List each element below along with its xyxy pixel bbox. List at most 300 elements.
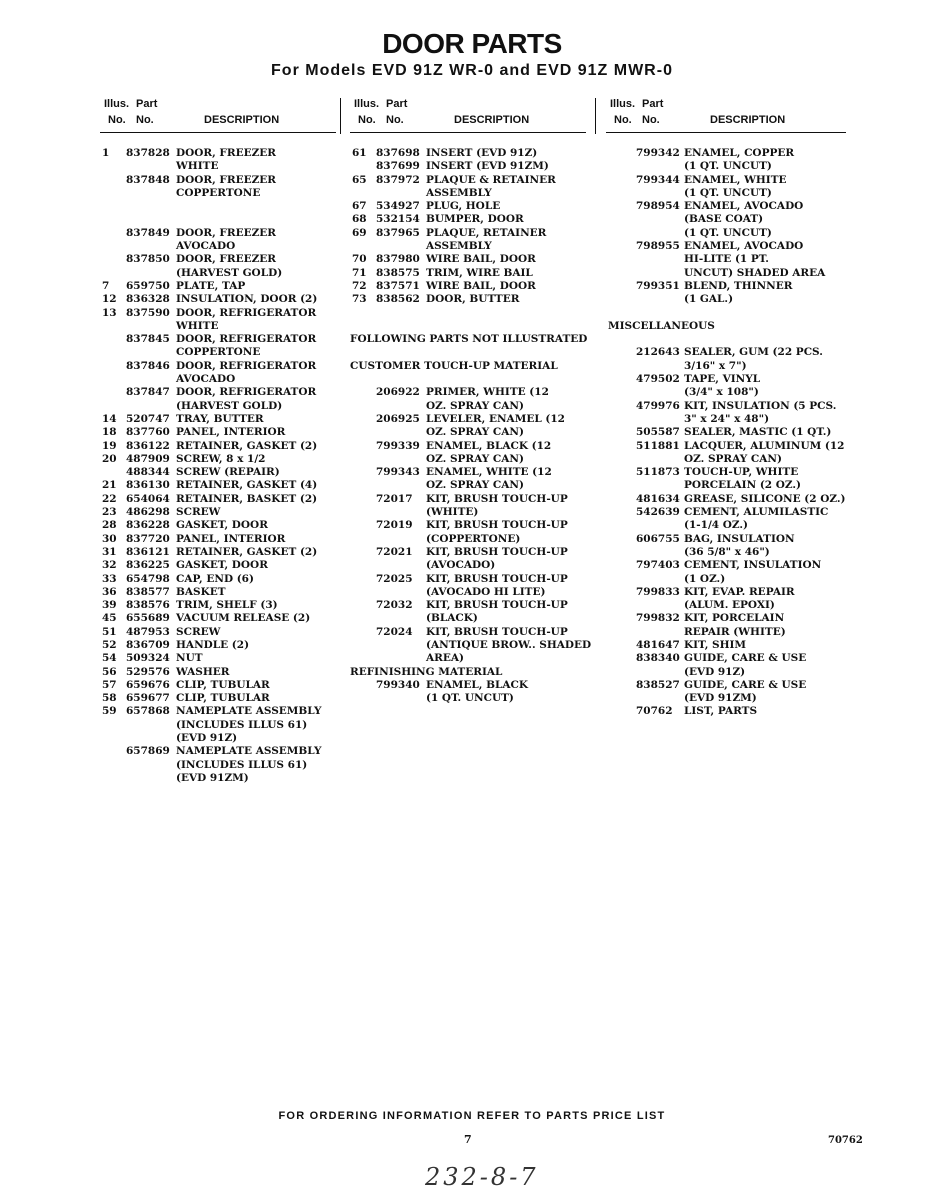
description-line: ASSEMBLY: [426, 240, 492, 253]
description-line: (1 GAL.): [684, 293, 734, 306]
description-line: TRIM, WIRE BAIL: [426, 266, 533, 279]
part-number: 654798: [126, 572, 170, 585]
description-line: CAP, END (6): [176, 572, 254, 585]
document-number: 70762: [828, 1135, 863, 1146]
part-number: 837698: [376, 147, 420, 159]
part-description: [684, 200, 846, 240]
part-description: [176, 666, 336, 679]
description-line: WIRE BAIL, DOOR: [426, 279, 536, 292]
description-line: (1 QT. UNCUT): [684, 186, 772, 199]
description-line: PLATE, TAP: [176, 279, 246, 292]
page-subtitle: For Models EVD 91Z WR-0 and EVD 91Z MWR-0: [271, 62, 673, 79]
description-line: WHITE: [176, 160, 219, 173]
parts-table-row: [606, 147, 846, 174]
parts-table-row: [606, 639, 846, 652]
illus-number: 32: [102, 559, 117, 572]
part-description: [176, 493, 336, 506]
illus-number: 28: [102, 519, 117, 532]
description-line: CEMENT, ALUMILASTIC: [684, 506, 829, 519]
description-line: OZ. SPRAY CAN): [684, 452, 782, 465]
part-description: [176, 519, 336, 532]
part-description: [684, 493, 846, 506]
description-line: KIT, BRUSH TOUCH-UP: [426, 519, 568, 532]
part-description: [176, 599, 336, 612]
part-number: 534927: [376, 200, 420, 213]
description-line: PANEL, INTERIOR: [176, 426, 286, 439]
part-number: 72032: [376, 599, 413, 612]
parts-rows: [606, 147, 846, 719]
part-description: [684, 280, 846, 307]
parts-table-row: [100, 679, 336, 692]
part-description: [176, 652, 336, 665]
part-description: [426, 625, 592, 666]
part-description: [426, 386, 586, 413]
description-line: SCREW, 8 x 1/2: [176, 452, 266, 465]
description-line: (ANTIQUE BROW.. SHADED: [426, 638, 592, 651]
illus-number: 19: [102, 439, 117, 452]
part-number: 837848: [126, 173, 170, 186]
description-line: AVOCADO: [176, 240, 236, 253]
description-line: VACUUM RELEASE (2): [176, 612, 311, 625]
illus-number: 36: [102, 585, 117, 598]
description-line: (INCLUDES ILLUS 61): [176, 758, 308, 771]
parts-table-row: [606, 612, 846, 639]
part-number: 837828: [126, 147, 170, 159]
part-description: [426, 466, 586, 493]
description-line: (BLACK): [426, 612, 478, 625]
part-number: 509324: [126, 652, 170, 665]
part-description: [426, 573, 586, 600]
description-line: NUT: [176, 652, 203, 665]
parts-table-row: [100, 599, 336, 612]
description-line: GASKET, DOOR: [176, 559, 268, 572]
part-number: 799351: [636, 279, 680, 292]
parts-table-row: [606, 174, 846, 201]
illus-number: 1: [102, 147, 110, 159]
part-number: 486298: [126, 506, 170, 519]
illus-number: 18: [102, 426, 117, 439]
header-no1: No.: [358, 114, 376, 126]
parts-table-row: [350, 293, 586, 306]
parts-table-row: [100, 174, 336, 201]
part-number: 837571: [376, 279, 420, 292]
description-line: (1-1/4 OZ.): [684, 519, 748, 532]
parts-table-row: [100, 705, 336, 745]
parts-table-row: [100, 453, 336, 466]
part-number: 836130: [126, 479, 170, 492]
parts-table-row: [100, 360, 336, 387]
description-line: LACQUER, ALUMINUM (12: [684, 439, 845, 452]
part-number: 654064: [126, 492, 170, 505]
illus-number: 45: [102, 612, 117, 625]
description-line: WIRE BAIL, DOOR: [426, 253, 536, 266]
section-heading: CUSTOMER TOUCH-UP MATERIAL: [350, 359, 558, 372]
description-line: 3" x 24" x 48"): [684, 412, 770, 425]
part-number: 837847: [126, 386, 170, 399]
header-no2: No.: [642, 114, 660, 126]
description-line: (AVOCADO HI LITE): [426, 585, 546, 598]
part-number: 798955: [636, 240, 680, 253]
description-line: ENAMEL, BLACK: [426, 678, 528, 691]
description-line: (1 QT. UNCUT): [684, 226, 772, 239]
ordering-info-footer: FOR ORDERING INFORMATION REFER TO PARTS PRICE LIST: [278, 1110, 666, 1122]
description-line: DOOR, FREEZER: [176, 147, 277, 159]
description-line: INSERT (EVD 91Z): [426, 147, 538, 159]
illus-number: 73: [352, 293, 367, 306]
description-line: TOUCH-UP, WHITE: [684, 466, 799, 479]
description-line: PLAQUE, RETAINER: [426, 226, 547, 239]
description-line: (AVOCADO): [426, 559, 496, 572]
parts-table-row: [606, 679, 846, 706]
illus-number: 67: [352, 200, 367, 213]
part-number: 511881: [636, 439, 680, 452]
parts-table-row: [100, 493, 336, 506]
description-line: DOOR, REFRIGERATOR: [176, 306, 317, 319]
header-illus: Illus.: [610, 98, 636, 110]
description-line: SCREW (REPAIR): [176, 466, 280, 479]
section-heading: FOLLOWING PARTS NOT ILLUSTRATED: [350, 333, 588, 346]
part-description: [426, 174, 586, 201]
illus-number: 59: [102, 705, 117, 718]
description-line: SEALER, MASTIC (1 QT.): [684, 426, 832, 439]
part-number: 837972: [376, 173, 420, 186]
part-number: 837699: [376, 160, 420, 173]
description-line: ENAMEL, WHITE: [684, 173, 787, 186]
parts-table-row: [100, 559, 336, 572]
description-line: COPPERTONE: [176, 186, 261, 199]
part-description: [176, 426, 336, 439]
description-line: PLUG, HOLE: [426, 200, 501, 213]
part-description: [684, 373, 846, 400]
description-line: PLAQUE & RETAINER: [426, 173, 556, 186]
description-line: DOOR, REFRIGERATOR: [176, 333, 317, 346]
part-description: [684, 506, 846, 533]
part-number: 837590: [126, 306, 170, 319]
part-number: 799340: [376, 678, 420, 691]
description-line: NAMEPLATE ASSEMBLY: [176, 745, 322, 758]
parts-table-row: [606, 200, 846, 240]
part-number: 837845: [126, 333, 170, 346]
part-description: [426, 280, 586, 293]
description-line: BAG, INSULATION: [684, 532, 795, 545]
description-line: (1 QT. UNCUT): [684, 160, 772, 173]
part-number: 838527: [636, 678, 680, 691]
description-line: RETAINER, GASKET (2): [176, 545, 318, 558]
description-line: (3/4" x 108"): [684, 386, 759, 399]
illus-number: 56: [102, 665, 117, 678]
illus-number: 14: [102, 412, 117, 425]
part-number: 799344: [636, 173, 680, 186]
description-line: (1 OZ.): [684, 572, 726, 585]
part-description: [684, 466, 846, 493]
parts-table-row: [350, 493, 586, 520]
part-number: 206925: [376, 412, 420, 425]
description-line: OZ. SPRAY CAN): [426, 399, 524, 412]
header-no1: No.: [614, 114, 632, 126]
part-number: 837720: [126, 532, 170, 545]
part-description: [176, 705, 336, 745]
description-line: GUIDE, CARE & USE: [684, 678, 807, 691]
description-line: SCREW: [176, 506, 221, 519]
part-number: 529576: [126, 665, 170, 678]
part-number: 655689: [126, 612, 170, 625]
illus-number: 33: [102, 572, 117, 585]
header-description: DESCRIPTION: [204, 114, 280, 126]
part-number: 837850: [126, 253, 170, 266]
description-line: KIT, PORCELAIN: [684, 612, 785, 625]
part-number: 837849: [126, 226, 170, 239]
illus-number: 7: [102, 279, 110, 292]
part-description: [684, 533, 846, 560]
description-line: ENAMEL, BLACK (12: [426, 439, 552, 452]
parts-table-row: [100, 666, 336, 679]
parts-table-row: [100, 745, 336, 785]
description-line: GASKET, DOOR: [176, 519, 268, 532]
parts-column-1: [100, 98, 336, 785]
part-description: [176, 586, 336, 599]
header-no2: No.: [386, 114, 404, 126]
part-number: 838576: [126, 599, 170, 612]
column-header: [606, 98, 846, 133]
part-description: [426, 679, 586, 706]
description-line: KIT, BRUSH TOUCH-UP: [426, 545, 568, 558]
part-number: 488344: [126, 466, 170, 479]
parts-table-row: [100, 440, 336, 453]
header-no2: No.: [136, 114, 154, 126]
part-description: [176, 559, 336, 572]
parts-table-row: [100, 573, 336, 586]
description-line: DOOR, BUTTER: [426, 293, 520, 306]
part-number: 838340: [636, 652, 680, 665]
header-part: Part: [136, 98, 158, 110]
part-number: 836122: [126, 439, 170, 452]
description-line: ASSEMBLY: [426, 186, 492, 199]
description-line: SCREW: [176, 625, 221, 638]
parts-table-row: [606, 559, 846, 586]
part-description: [176, 692, 336, 705]
part-number: 799339: [376, 439, 420, 452]
illus-number: 23: [102, 506, 117, 519]
parts-table-row: [350, 227, 586, 254]
parts-table-row: [350, 160, 586, 173]
part-description: [426, 519, 586, 546]
description-line: INSERT (EVD 91ZM): [426, 160, 549, 173]
part-description: [176, 413, 336, 426]
part-description: [176, 573, 336, 586]
description-line: (COPPERTONE): [426, 532, 521, 545]
part-number: 659677: [126, 692, 170, 705]
part-description: [684, 652, 846, 679]
illus-number: 54: [102, 652, 117, 665]
description-line: ENAMEL, COPPER: [684, 147, 795, 159]
description-line: (BASE COAT): [684, 213, 764, 226]
part-number: 212643: [636, 346, 680, 359]
description-line: (HARVEST GOLD): [176, 266, 283, 279]
part-number: 836709: [126, 638, 170, 651]
part-description: [176, 612, 336, 625]
description-line: RETAINER, GASKET (2): [176, 439, 318, 452]
part-description: [176, 679, 336, 692]
part-description: [176, 386, 336, 413]
parts-table-row: [100, 466, 336, 479]
description-line: CLIP, TUBULAR: [176, 692, 270, 705]
part-number: 836225: [126, 559, 170, 572]
part-number: 657869: [126, 745, 170, 758]
description-line: GREASE, SILICONE (2 OZ.): [684, 492, 846, 505]
part-description: [176, 333, 336, 360]
part-description: [426, 293, 586, 306]
parts-table-row: [606, 400, 846, 427]
parts-table-row: [606, 652, 846, 679]
illus-number: 12: [102, 293, 117, 306]
description-line: CLIP, TUBULAR: [176, 678, 270, 691]
parts-table-row: [350, 625, 592, 666]
parts-table-row: [100, 639, 336, 652]
part-number: 837846: [126, 359, 170, 372]
description-line: (HARVEST GOLD): [176, 399, 283, 412]
part-description: [176, 253, 336, 280]
column-header: [100, 98, 336, 133]
part-number: 838575: [376, 266, 420, 279]
header-part: Part: [386, 98, 408, 110]
description-line: WASHER: [176, 665, 230, 678]
part-number: 479502: [636, 373, 680, 386]
description-line: HI-LITE (1 PT.: [684, 253, 769, 266]
description-line: LIST, PARTS: [684, 705, 758, 718]
part-number: 659676: [126, 678, 170, 691]
part-description: [176, 639, 336, 652]
part-description: [426, 599, 586, 626]
parts-table-row: [606, 705, 846, 718]
part-number: 799342: [636, 147, 680, 159]
part-number: 206922: [376, 386, 420, 399]
description-line: AREA): [426, 652, 464, 665]
part-number: 542639: [636, 506, 680, 519]
part-number: 799832: [636, 612, 680, 625]
part-number: 511873: [636, 466, 680, 479]
column-header: [350, 98, 586, 133]
illus-number: 20: [102, 452, 117, 465]
parts-column-3: [606, 98, 846, 719]
description-line: RETAINER, GASKET (4): [176, 479, 318, 492]
part-number: 72017: [376, 492, 413, 505]
illus-number: 69: [352, 226, 367, 239]
parts-table-row: [100, 546, 336, 559]
parts-table-row: [350, 413, 586, 440]
part-description: [176, 453, 336, 466]
part-description: [684, 346, 846, 373]
part-number: 799343: [376, 466, 420, 479]
parts-column-2: [350, 98, 592, 705]
illus-number: 72: [352, 279, 367, 292]
illus-number: 70: [352, 253, 367, 266]
header-part: Part: [642, 98, 664, 110]
illus-number: 51: [102, 625, 117, 638]
description-line: OZ. SPRAY CAN): [426, 452, 524, 465]
parts-table-row: [350, 599, 586, 626]
parts-table-row: [100, 253, 336, 280]
part-description: [426, 200, 586, 213]
description-line: RETAINER, BASKET (2): [176, 492, 318, 505]
description-line: ENAMEL, AVOCADO: [684, 200, 804, 213]
parts-table-row: [100, 307, 336, 334]
parts-table-row: [606, 506, 846, 533]
description-line: PANEL, INTERIOR: [176, 532, 286, 545]
description-line: DOOR, FREEZER: [176, 173, 277, 186]
column-divider: [340, 98, 341, 134]
illus-number: 71: [352, 266, 367, 279]
part-number: 659750: [126, 279, 170, 292]
illus-number: 13: [102, 306, 117, 319]
part-description: [684, 639, 846, 652]
parts-table-row: [606, 586, 846, 613]
part-description: [176, 360, 336, 387]
page-number: 7: [464, 1133, 472, 1146]
part-description: [684, 586, 846, 613]
parts-table-row: [350, 679, 586, 706]
description-line: INSULATION, DOOR (2): [176, 293, 318, 306]
parts-rows: [350, 147, 592, 705]
illus-number: 30: [102, 532, 117, 545]
description-line: HANDLE (2): [176, 638, 250, 651]
description-line: KIT, BRUSH TOUCH-UP: [426, 492, 568, 505]
parts-table-row: [100, 586, 336, 599]
part-description: [176, 280, 336, 293]
header-illus: Illus.: [104, 98, 130, 110]
parts-table-row: [350, 386, 586, 413]
part-description: [426, 413, 586, 440]
parts-table-row: [350, 573, 586, 600]
parts-table-row: [100, 519, 336, 532]
parts-table-row: [100, 333, 336, 360]
parts-table-row: [350, 213, 586, 226]
parts-table-row: [350, 174, 586, 201]
header-description: DESCRIPTION: [454, 114, 530, 126]
part-description: [176, 307, 336, 334]
description-line: BUMPER, DOOR: [426, 213, 524, 226]
parts-table-row: [100, 280, 336, 293]
illus-number: 31: [102, 545, 117, 558]
parts-table-row: [606, 373, 846, 400]
part-description: [426, 213, 586, 226]
part-number: 838562: [376, 293, 420, 306]
part-description: [684, 174, 846, 201]
parts-table-row: [100, 626, 336, 639]
description-line: KIT, INSULATION (5 PCS.: [684, 399, 837, 412]
parts-table-row: [606, 533, 846, 560]
description-line: DOOR, FREEZER: [176, 253, 277, 266]
part-description: [426, 253, 586, 266]
page-title: DOOR PARTS: [382, 28, 562, 59]
column-divider: [595, 98, 596, 134]
part-description: [684, 440, 846, 467]
description-line: GUIDE, CARE & USE: [684, 652, 807, 665]
description-line: PRIMER, WHITE (12: [426, 386, 549, 399]
description-line: 3/16" x 7"): [684, 359, 747, 372]
parts-table-row: [100, 612, 336, 625]
part-description: [176, 533, 336, 546]
parts-table-row: [100, 293, 336, 306]
description-line: WHITE: [176, 319, 219, 332]
part-number: 481647: [636, 638, 680, 651]
description-line: UNCUT) SHADED AREA: [684, 266, 826, 279]
description-line: DOOR, REFRIGERATOR: [176, 386, 317, 399]
parts-table-row: [350, 253, 586, 266]
header-no1: No.: [108, 114, 126, 126]
part-description: [176, 546, 336, 559]
part-number: 797403: [636, 559, 680, 572]
parts-table-row: [350, 546, 586, 573]
